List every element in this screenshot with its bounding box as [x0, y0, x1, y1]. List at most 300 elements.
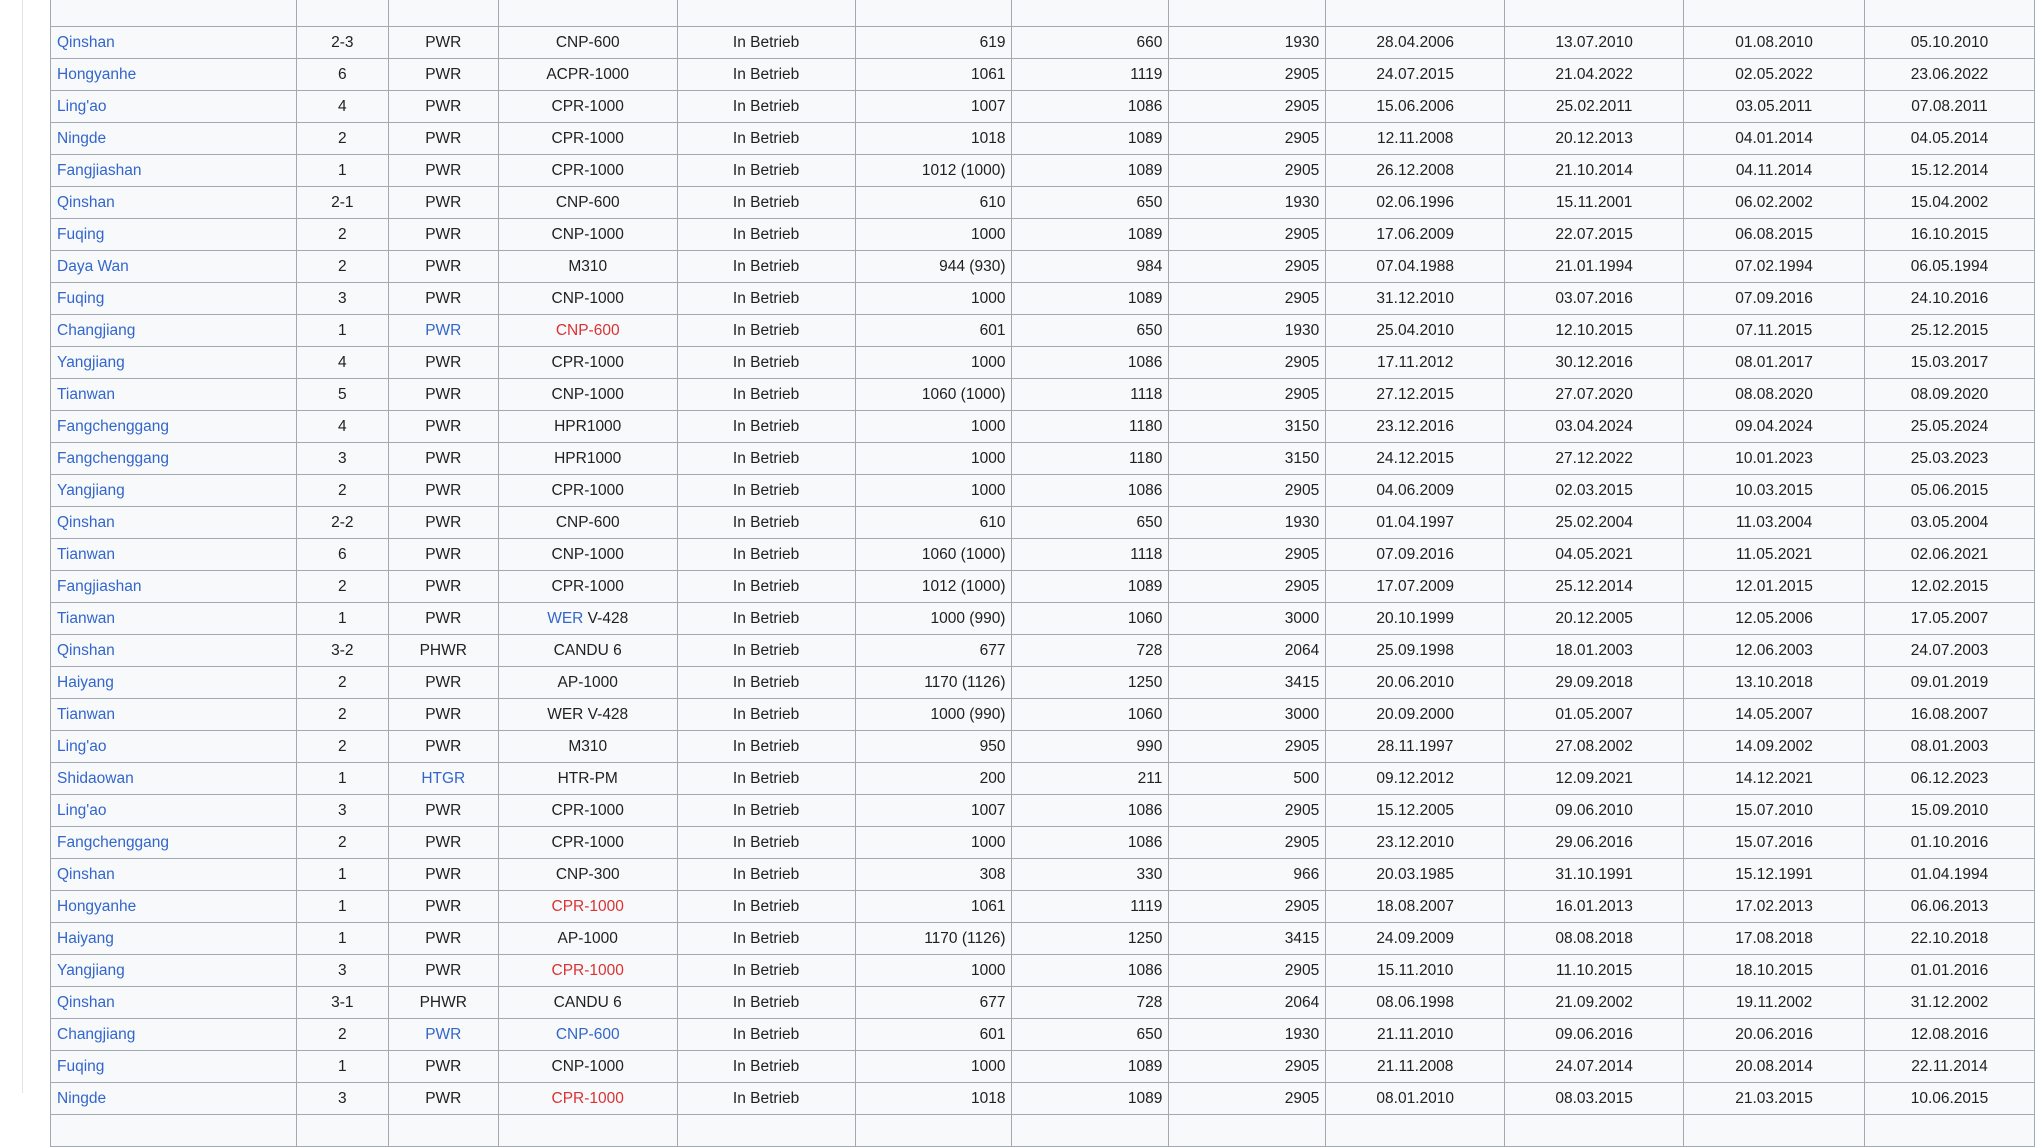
unit-cell: 4	[296, 411, 388, 443]
type-cell: PWR	[388, 827, 498, 859]
thermal-power-cell: 2905	[1169, 251, 1326, 283]
name-cell	[51, 283, 297, 315]
unit-cell: 2	[296, 123, 388, 155]
model-cell	[498, 1115, 677, 1147]
plant-link[interactable]: Fangjiashan	[57, 577, 142, 595]
status-cell	[677, 1115, 855, 1147]
plant-link[interactable]: Qinshan	[57, 641, 115, 659]
net-power-cell: 1000	[855, 827, 1012, 859]
model-cell: CPR-1000	[498, 827, 677, 859]
plant-link[interactable]: Tianwan	[57, 385, 116, 403]
gross-power-cell	[1012, 1115, 1169, 1147]
type-cell: PWR	[388, 507, 498, 539]
first-criticality-cell: 29.06.2016	[1505, 827, 1684, 859]
article-link[interactable]: HTGR	[421, 769, 466, 787]
table-row	[51, 187, 2035, 219]
commercial-operation-cell: 23.06.2022	[1864, 59, 2034, 91]
table-row	[51, 0, 2035, 27]
thermal-power-cell: 2905	[1169, 731, 1326, 763]
unit-cell: 4	[296, 91, 388, 123]
table-row	[51, 379, 2035, 411]
status-cell: In Betrieb	[677, 1051, 855, 1083]
construction-start-cell: 27.12.2015	[1326, 379, 1505, 411]
net-power-cell: 950	[855, 731, 1012, 763]
model-cell: CNP-600	[498, 507, 677, 539]
thermal-power-cell: 2905	[1169, 59, 1326, 91]
construction-start-cell: 20.06.2010	[1326, 667, 1505, 699]
commercial-operation-cell: 15.03.2017	[1864, 347, 2034, 379]
status-cell: In Betrieb	[677, 91, 855, 123]
thermal-power-cell: 2064	[1169, 635, 1326, 667]
status-cell: In Betrieb	[677, 539, 855, 571]
net-power-cell: 677	[855, 635, 1012, 667]
model-cell	[498, 955, 677, 987]
table-row	[51, 603, 2035, 635]
net-power-cell: 1170 (1126)	[855, 923, 1012, 955]
status-cell: In Betrieb	[677, 763, 855, 795]
status-cell: In Betrieb	[677, 987, 855, 1019]
thermal-power-cell: 3415	[1169, 923, 1326, 955]
name-cell	[51, 59, 297, 91]
table-row	[51, 923, 2035, 955]
first-criticality-cell: 20.12.2005	[1505, 603, 1684, 635]
grid-connection-cell: 13.10.2018	[1684, 667, 1865, 699]
grid-connection-cell: 07.11.2015	[1684, 315, 1865, 347]
net-power-cell: 1061	[855, 59, 1012, 91]
plant-link[interactable]: Ling'ao	[57, 97, 107, 115]
commercial-operation-cell: 05.10.2010	[1864, 27, 2034, 59]
status-cell: In Betrieb	[677, 667, 855, 699]
name-cell	[51, 27, 297, 59]
table-row	[51, 251, 2035, 283]
name-cell	[51, 987, 297, 1019]
thermal-power-cell: 500	[1169, 763, 1326, 795]
gross-power-cell: 1060	[1012, 603, 1169, 635]
grid-connection-cell: 15.12.1991	[1684, 859, 1865, 891]
unit-cell: 6	[296, 59, 388, 91]
type-cell: PWR	[388, 187, 498, 219]
table-body	[51, 0, 2035, 1147]
construction-start-cell: 26.12.2008	[1326, 155, 1505, 187]
name-cell	[51, 251, 297, 283]
type-cell	[388, 1115, 498, 1147]
name-cell	[51, 731, 297, 763]
name-cell	[51, 859, 297, 891]
unit-cell: 2	[296, 475, 388, 507]
model-cell: CNP-1000	[498, 379, 677, 411]
plant-link[interactable]: Daya Wan	[57, 257, 129, 275]
commercial-operation-cell: 01.01.2016	[1864, 955, 2034, 987]
type-cell: PWR	[388, 27, 498, 59]
net-power-cell: 677	[855, 987, 1012, 1019]
grid-connection-cell: 06.02.2002	[1684, 187, 1865, 219]
model-cell: CANDU 6	[498, 987, 677, 1019]
thermal-power-cell: 3150	[1169, 443, 1326, 475]
unit-cell: 3-2	[296, 635, 388, 667]
status-cell: In Betrieb	[677, 251, 855, 283]
model-cell: CNP-1000	[498, 219, 677, 251]
status-cell: In Betrieb	[677, 699, 855, 731]
construction-start-cell: 23.12.2010	[1326, 827, 1505, 859]
grid-connection-cell: 12.01.2015	[1684, 571, 1865, 603]
commercial-operation-cell: 09.01.2019	[1864, 667, 2034, 699]
thermal-power-cell	[1169, 1115, 1326, 1147]
first-criticality-cell: 27.07.2020	[1505, 379, 1684, 411]
name-cell	[51, 411, 297, 443]
first-criticality-cell: 09.06.2010	[1505, 795, 1684, 827]
name-cell	[51, 891, 297, 923]
gross-power-cell: 1086	[1012, 347, 1169, 379]
construction-start-cell: 04.06.2009	[1326, 475, 1505, 507]
commercial-operation-cell: 03.05.2004	[1864, 507, 2034, 539]
gross-power-cell: 1119	[1012, 891, 1169, 923]
type-cell: PWR	[388, 539, 498, 571]
commercial-operation-cell: 25.05.2024	[1864, 411, 2034, 443]
plant-link[interactable]: Fuqing	[57, 289, 105, 307]
name-cell	[51, 795, 297, 827]
net-power-cell: 1000	[855, 1051, 1012, 1083]
thermal-power-cell: 966	[1169, 859, 1326, 891]
thermal-power-cell	[1169, 0, 1326, 27]
name-cell	[51, 187, 297, 219]
commercial-operation-cell: 22.10.2018	[1864, 923, 2034, 955]
construction-start-cell: 08.06.1998	[1326, 987, 1505, 1019]
first-criticality-cell: 21.10.2014	[1505, 155, 1684, 187]
type-cell: PWR	[388, 891, 498, 923]
table-row	[51, 1083, 2035, 1115]
table-row	[51, 891, 2035, 923]
commercial-operation-cell: 06.06.2013	[1864, 891, 2034, 923]
unit-cell: 3	[296, 443, 388, 475]
grid-connection-cell: 19.11.2002	[1684, 987, 1865, 1019]
unit-cell: 3	[296, 283, 388, 315]
model-cell: CNP-300	[498, 859, 677, 891]
unit-cell: 2	[296, 219, 388, 251]
commercial-operation-cell: 25.03.2023	[1864, 443, 2034, 475]
type-cell: PWR	[388, 667, 498, 699]
status-cell: In Betrieb	[677, 891, 855, 923]
commercial-operation-cell: 15.04.2002	[1864, 187, 2034, 219]
net-power-cell: 200	[855, 763, 1012, 795]
table-row	[51, 1019, 2035, 1051]
construction-start-cell: 07.04.1988	[1326, 251, 1505, 283]
commercial-operation-cell: 06.12.2023	[1864, 763, 2034, 795]
status-cell: In Betrieb	[677, 1083, 855, 1115]
plant-link[interactable]: Qinshan	[57, 865, 115, 883]
plant-link[interactable]: Hongyanhe	[57, 65, 137, 83]
plant-link[interactable]: Fangchenggang	[57, 833, 170, 851]
first-criticality-cell: 15.11.2001	[1505, 187, 1684, 219]
gross-power-cell: 1119	[1012, 59, 1169, 91]
table-row	[51, 59, 2035, 91]
grid-connection-cell: 14.12.2021	[1684, 763, 1865, 795]
gross-power-cell: 1089	[1012, 123, 1169, 155]
missing-article-link[interactable]: CNP-600	[555, 321, 620, 339]
model-cell: AP-1000	[498, 923, 677, 955]
name-cell	[51, 603, 297, 635]
type-cell: PWR	[388, 347, 498, 379]
net-power-cell: 601	[855, 315, 1012, 347]
thermal-power-cell: 2905	[1169, 1051, 1326, 1083]
construction-start-cell: 24.07.2015	[1326, 59, 1505, 91]
net-power-cell: 1007	[855, 795, 1012, 827]
table-row	[51, 1115, 2035, 1147]
first-criticality-cell: 25.12.2014	[1505, 571, 1684, 603]
gross-power-cell: 984	[1012, 251, 1169, 283]
name-cell	[51, 923, 297, 955]
construction-start-cell: 28.04.2006	[1326, 27, 1505, 59]
unit-cell	[296, 0, 388, 27]
name-cell	[51, 827, 297, 859]
model-cell: CNP-1000	[498, 1051, 677, 1083]
construction-start-cell: 17.07.2009	[1326, 571, 1505, 603]
type-cell: PWR	[388, 91, 498, 123]
plant-link[interactable]: Tianwan	[57, 609, 116, 627]
plant-link[interactable]: Fuqing	[57, 225, 105, 243]
unit-cell: 4	[296, 347, 388, 379]
plant-link[interactable]: Changjiang	[57, 1025, 136, 1043]
plant-link[interactable]: Fangchenggang	[57, 417, 170, 435]
gross-power-cell: 1089	[1012, 283, 1169, 315]
construction-start-cell: 25.04.2010	[1326, 315, 1505, 347]
first-criticality-cell: 25.02.2004	[1505, 507, 1684, 539]
thermal-power-cell: 1930	[1169, 27, 1326, 59]
table-row	[51, 859, 2035, 891]
type-cell: PWR	[388, 699, 498, 731]
plant-link[interactable]: Haiyang	[57, 929, 114, 947]
type-cell: PWR	[388, 411, 498, 443]
commercial-operation-cell: 06.05.1994	[1864, 251, 2034, 283]
thermal-power-cell: 2064	[1169, 987, 1326, 1019]
model-cell: CNP-1000	[498, 283, 677, 315]
name-cell	[51, 91, 297, 123]
grid-connection-cell: 17.02.2013	[1684, 891, 1865, 923]
model-cell	[498, 0, 677, 27]
grid-connection-cell: 18.10.2015	[1684, 955, 1865, 987]
commercial-operation-cell: 07.08.2011	[1864, 91, 2034, 123]
article-link[interactable]: WER	[547, 609, 584, 627]
first-criticality-cell	[1505, 1115, 1684, 1147]
status-cell: In Betrieb	[677, 507, 855, 539]
net-power-cell: 619	[855, 27, 1012, 59]
status-cell: In Betrieb	[677, 603, 855, 635]
model-cell	[498, 1083, 677, 1115]
type-cell: PWR	[388, 123, 498, 155]
first-criticality-cell: 08.03.2015	[1505, 1083, 1684, 1115]
unit-cell: 2	[296, 571, 388, 603]
grid-connection-cell: 08.08.2020	[1684, 379, 1865, 411]
unit-cell: 3	[296, 1083, 388, 1115]
net-power-cell: 1000	[855, 219, 1012, 251]
plant-link[interactable]: Changjiang	[57, 321, 136, 339]
construction-start-cell	[1326, 0, 1505, 27]
plant-link[interactable]: Haiyang	[57, 673, 114, 691]
model-cell	[498, 1019, 677, 1051]
article-link[interactable]: PWR	[425, 321, 462, 339]
thermal-power-cell: 2905	[1169, 475, 1326, 507]
model-cell: WER V-428	[498, 699, 677, 731]
grid-connection-cell: 03.05.2011	[1684, 91, 1865, 123]
type-cell	[388, 315, 498, 347]
plant-link[interactable]: Shidaowan	[57, 769, 134, 787]
article-link[interactable]: PWR	[425, 1025, 462, 1043]
thermal-power-cell: 2905	[1169, 827, 1326, 859]
status-cell: In Betrieb	[677, 443, 855, 475]
thermal-power-cell: 1930	[1169, 315, 1326, 347]
plant-link[interactable]: Yangjiang	[57, 481, 125, 499]
model-cell: CNP-600	[498, 187, 677, 219]
first-criticality-cell: 04.05.2021	[1505, 539, 1684, 571]
plant-link[interactable]: Qinshan	[57, 993, 115, 1011]
table-row	[51, 827, 2035, 859]
type-cell: PHWR	[388, 635, 498, 667]
first-criticality-cell: 08.08.2018	[1505, 923, 1684, 955]
net-power-cell: 1060 (1000)	[855, 539, 1012, 571]
unit-cell: 2	[296, 667, 388, 699]
article-link[interactable]: CNP-600	[555, 1025, 620, 1043]
type-cell: PWR	[388, 859, 498, 891]
commercial-operation-cell: 22.11.2014	[1864, 1051, 2034, 1083]
commercial-operation-cell: 08.09.2020	[1864, 379, 2034, 411]
unit-cell: 3-1	[296, 987, 388, 1019]
commercial-operation-cell: 08.01.2003	[1864, 731, 2034, 763]
missing-article-link[interactable]: CPR-1000	[551, 897, 624, 915]
unit-cell: 1	[296, 155, 388, 187]
net-power-cell: 1000	[855, 443, 1012, 475]
plant-link[interactable]: Yangjiang	[57, 353, 125, 371]
grid-connection-cell: 07.09.2016	[1684, 283, 1865, 315]
thermal-power-cell: 1930	[1169, 1019, 1326, 1051]
gross-power-cell: 990	[1012, 731, 1169, 763]
model-cell: CPR-1000	[498, 347, 677, 379]
name-cell	[51, 539, 297, 571]
status-cell: In Betrieb	[677, 123, 855, 155]
missing-article-link[interactable]: CPR-1000	[551, 961, 624, 979]
grid-connection-cell: 10.01.2023	[1684, 443, 1865, 475]
net-power-cell	[855, 1115, 1012, 1147]
first-criticality-cell: 31.10.1991	[1505, 859, 1684, 891]
table-row	[51, 987, 2035, 1019]
grid-connection-cell	[1684, 1115, 1865, 1147]
plant-link[interactable]: Tianwan	[57, 705, 116, 723]
type-cell: PWR	[388, 923, 498, 955]
model-cell: CPR-1000	[498, 571, 677, 603]
plant-link[interactable]: Tianwan	[57, 545, 116, 563]
unit-cell: 1	[296, 1051, 388, 1083]
construction-start-cell: 15.06.2006	[1326, 91, 1505, 123]
plant-link[interactable]: Ling'ao	[57, 737, 107, 755]
construction-start-cell: 21.11.2008	[1326, 1051, 1505, 1083]
table-row	[51, 315, 2035, 347]
plant-link[interactable]: Qinshan	[57, 33, 115, 51]
commercial-operation-cell: 24.10.2016	[1864, 283, 2034, 315]
plant-link[interactable]: Ningde	[57, 129, 107, 147]
thermal-power-cell: 2905	[1169, 155, 1326, 187]
gross-power-cell: 650	[1012, 187, 1169, 219]
thermal-power-cell: 1930	[1169, 507, 1326, 539]
grid-connection-cell: 06.08.2015	[1684, 219, 1865, 251]
unit-cell: 2-1	[296, 187, 388, 219]
unit-cell: 1	[296, 859, 388, 891]
net-power-cell: 1170 (1126)	[855, 667, 1012, 699]
model-cell: AP-1000	[498, 667, 677, 699]
plant-link[interactable]: Fangchenggang	[57, 449, 170, 467]
status-cell: In Betrieb	[677, 1019, 855, 1051]
name-cell	[51, 667, 297, 699]
type-cell: PWR	[388, 283, 498, 315]
status-cell: In Betrieb	[677, 347, 855, 379]
type-cell: PWR	[388, 379, 498, 411]
grid-connection-cell: 21.03.2015	[1684, 1083, 1865, 1115]
plant-link[interactable]: Yangjiang	[57, 961, 125, 979]
status-cell: In Betrieb	[677, 187, 855, 219]
unit-cell: 1	[296, 923, 388, 955]
type-cell	[388, 1019, 498, 1051]
construction-start-cell: 07.09.2016	[1326, 539, 1505, 571]
table-row	[51, 571, 2035, 603]
table-row	[51, 795, 2035, 827]
thermal-power-cell: 3150	[1169, 411, 1326, 443]
first-criticality-cell: 22.07.2015	[1505, 219, 1684, 251]
net-power-cell: 1061	[855, 891, 1012, 923]
type-cell: PWR	[388, 571, 498, 603]
name-cell	[51, 475, 297, 507]
model-cell: M310	[498, 251, 677, 283]
construction-start-cell: 18.08.2007	[1326, 891, 1505, 923]
grid-connection-cell: 12.06.2003	[1684, 635, 1865, 667]
table-row	[51, 507, 2035, 539]
construction-start-cell: 09.12.2012	[1326, 763, 1505, 795]
model-cell: HPR1000	[498, 411, 677, 443]
name-cell	[51, 123, 297, 155]
plant-link[interactable]: Fuqing	[57, 1057, 105, 1075]
plant-link[interactable]: Qinshan	[57, 193, 115, 211]
model-cell: CANDU 6	[498, 635, 677, 667]
plant-link[interactable]: Ling'ao	[57, 801, 107, 819]
thermal-power-cell: 2905	[1169, 1083, 1326, 1115]
name-cell	[51, 155, 297, 187]
unit-cell: 6	[296, 539, 388, 571]
plant-link[interactable]: Qinshan	[57, 513, 115, 531]
plant-link[interactable]: Ningde	[57, 1089, 107, 1107]
status-cell: In Betrieb	[677, 379, 855, 411]
gross-power-cell: 1118	[1012, 379, 1169, 411]
model-cell: M310	[498, 731, 677, 763]
table-row	[51, 443, 2035, 475]
construction-start-cell: 20.03.1985	[1326, 859, 1505, 891]
missing-article-link[interactable]: CPR-1000	[551, 1089, 624, 1107]
table-row	[51, 539, 2035, 571]
unit-cell: 1	[296, 891, 388, 923]
unit-cell: 2	[296, 251, 388, 283]
grid-connection-cell: 20.06.2016	[1684, 1019, 1865, 1051]
status-cell: In Betrieb	[677, 571, 855, 603]
unit-cell: 1	[296, 603, 388, 635]
thermal-power-cell: 2905	[1169, 955, 1326, 987]
type-cell: PWR	[388, 155, 498, 187]
plant-link[interactable]: Hongyanhe	[57, 897, 137, 915]
commercial-operation-cell: 16.10.2015	[1864, 219, 2034, 251]
first-criticality-cell: 29.09.2018	[1505, 667, 1684, 699]
type-cell: PWR	[388, 1083, 498, 1115]
construction-start-cell: 21.11.2010	[1326, 1019, 1505, 1051]
model-cell: HPR1000	[498, 443, 677, 475]
thermal-power-cell: 3000	[1169, 603, 1326, 635]
type-cell	[388, 763, 498, 795]
plant-link[interactable]: Fangjiashan	[57, 161, 142, 179]
commercial-operation-cell: 17.05.2007	[1864, 603, 2034, 635]
name-cell	[51, 955, 297, 987]
